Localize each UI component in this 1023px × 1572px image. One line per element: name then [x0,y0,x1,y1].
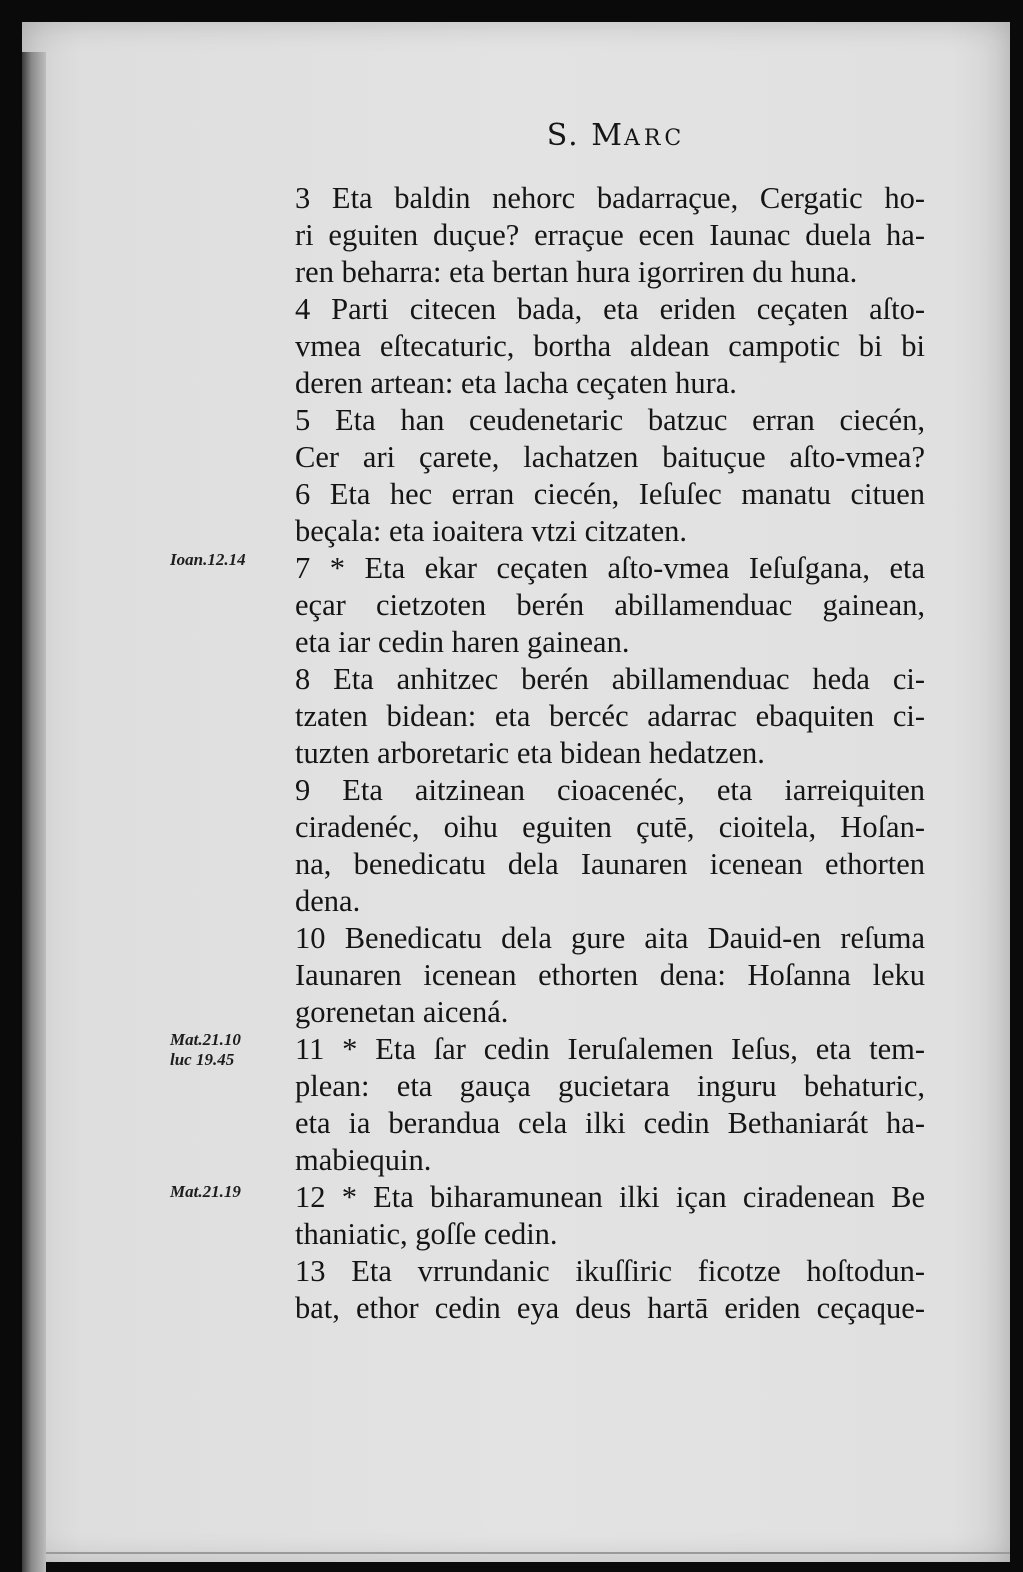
text-line: deren artean: eta lacha ceçaten hura. [295,366,737,400]
text-line: bat, ethor cedin eya deus hartā eriden ceçaque- [295,1291,925,1325]
text-line: vmea eſtecaturic, bortha aldean campotic bi bi [295,329,925,363]
verse-text [295,180,925,1327]
margin-reference: Mat.21.19 [170,1182,241,1201]
book-spine [22,52,46,1572]
text-line: 6 Eta hec erran ciecén, Ieſuſec manatu cituen [295,477,925,511]
text-line: 9 Eta aitzinean cioacenéc, eta iarreiquiten [295,773,925,807]
text-line: tuzten arboretaric eta bidean hedatzen. [295,736,765,770]
text-line: 11 * Eta ſar cedin Ieruſalemen Ieſus, eta tem- [295,1032,925,1066]
book-page [22,22,1010,1562]
text-line: 7 * Eta ekar ceçaten aſto-vmea Ieſuſgana, eta [295,551,925,585]
page-edge [46,1552,1010,1554]
text-line: mabiequin. [295,1143,432,1177]
page-title: S. MARC [546,118,686,153]
text-line: eçar cietzoten berén abillamenduac gainean, [295,588,925,622]
text-line: gorenetan aicená. [295,995,509,1029]
text-line: ri eguiten duçue? erraçue ecen Iaunac duela ha- [295,218,925,252]
margin-reference: Mat.21.10 luc 19.45 [170,1030,241,1069]
text-line: 12 * Eta biharamunean ilki içan ciradenean Be [295,1180,925,1214]
text-line: 5 Eta han ceudenetaric batzuc erran ciecén, [295,403,925,437]
text-line: thaniatic, goſſe cedin. [295,1217,558,1251]
text-line: tzaten bidean: eta bercéc adarrac ebaquiten ci- [295,699,925,733]
text-line: 8 Eta anhitzec berén abillamenduac heda ci- [295,662,925,696]
text-line: 13 Eta vrrundanic ikuſſiric ficotze hoſtodun- [295,1254,925,1288]
text-line: 4 Parti citecen bada, eta eriden ceçaten aſto- [295,292,925,326]
text-line: eta iar cedin haren gainean. [295,625,630,659]
text-line: plean: eta gauça gucietara inguru behaturic, [295,1069,925,1103]
text-line: 10 Benedicatu dela gure aita Dauid-en reſuma [295,921,925,955]
text-line: Iaunaren icenean ethorten dena: Hoſanna leku [295,958,925,992]
margin-reference: Ioan.12.14 [170,550,246,569]
text-line: Cer ari çarete, lachatzen baituçue aſto-vmea? [295,440,925,474]
text-line: eta ia berandua cela ilki cedin Bethaniarát ha- [295,1106,925,1140]
text-line: ciradenéc, oihu eguiten çutē, cioitela, Hoſan- [295,810,925,844]
page-header [22,118,1010,153]
text-line: 3 Eta baldin nehorc badarraçue, Cergatic ho- [295,181,925,215]
text-line: beçala: eta ioaitera vtzi citzaten. [295,514,688,548]
text-line: ren beharra: eta bertan hura igorriren du huna. [295,255,858,289]
text-line: na, benedicatu dela Iaunaren icenean ethorten [295,847,925,881]
text-line: dena. [295,884,361,918]
